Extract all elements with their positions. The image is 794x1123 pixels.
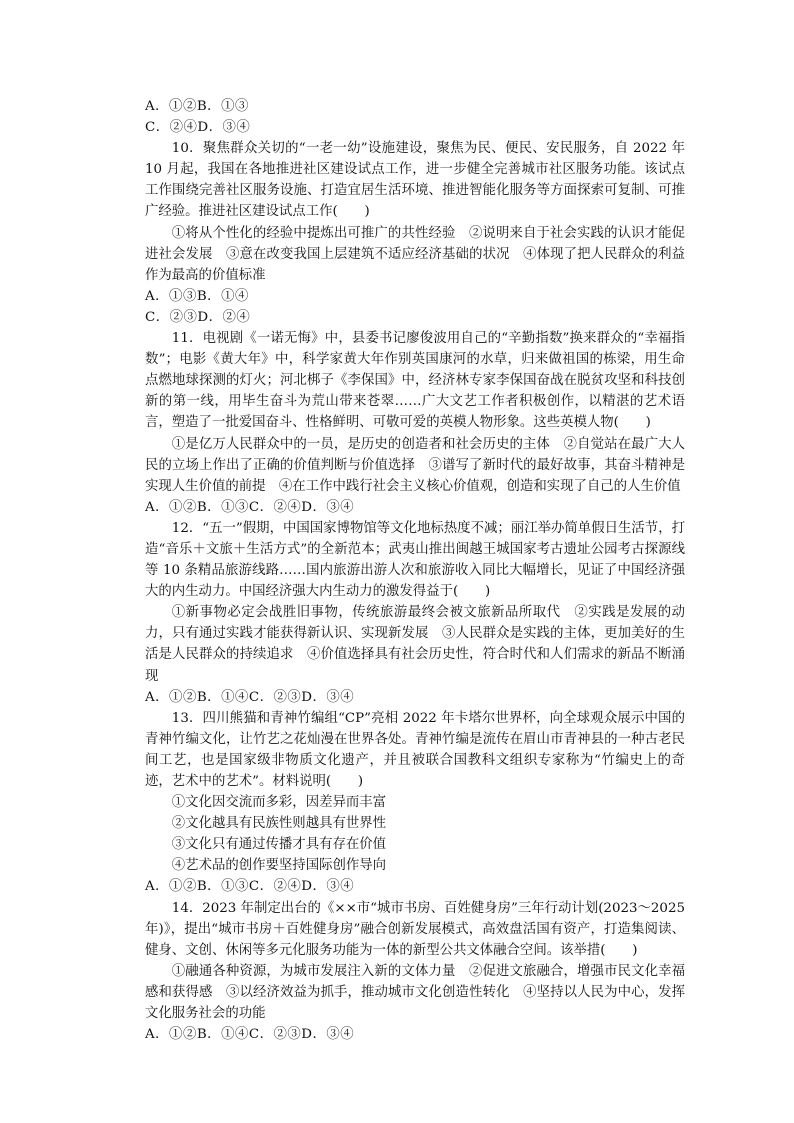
- question-13-statement-2: ②文化越具有民族性则越具有世界性: [171, 816, 387, 832]
- question-10-choices-ab: A．①③B．①④: [145, 288, 249, 304]
- question-13-statement-1: ①文化因交流而多彩，因差异而丰富: [171, 795, 387, 811]
- question-12-stem: 12．“五一”假期，中国国家博物馆等文化地标热度不减；丽江举办简单假日生活节，打造“音乐＋文旅＋生活方式”的全新范本；武夷山推出闽越王城国家考古遗址公园考古探源线等 10 条精品旅游线路……国内旅游出游人次和旅游收入同比大幅增长，见证了中国经济强大的内生动力。中国经济强大内生动力的激发得益于( ): [145, 520, 685, 600]
- question-14-statements: ①融通各种资源，为城市发展注入新的文体力量 ②促进文旅融合，增强市民文化幸福感和获得感 ③以经济效益为抓手，推动城市文化创造性转化 ④坚持以人民为中心，发挥文化服务社会的功能: [145, 963, 685, 1022]
- question-12-statements: ①新事物必定会战胜旧事物，传统旅游最终会被文旅新品所取代 ②实践是发展的动力，只有通过实践才能获得新认识、实现新发展 ③人民群众是实践的主体，更加美好的生活是人民群众的持续追求 ④价值选择具有社会历史性，符合时代和人们需求的新品不断涌现: [145, 605, 685, 684]
- question-11-statements: ①是亿万人民群众中的一员，是历史的创造者和社会历史的主体 ②自觉站在最广大人民的立场上作出了正确的价值判断与价值选择 ③谱写了新时代的最好故事，其奋斗精神是实现人生价值的前提 ④在工作中践行社会主义核心价值观，创造和实现了自己的人生价值: [145, 436, 685, 494]
- question-10-statements: ①将从个性化的经验中提炼出可推广的共性经验 ②说明来自于社会实践的认识才能促进社会发展 ③意在改变我国上层建筑不适应经济基础的状况 ④体现了把人民群众的利益作为最高的价值标准: [145, 225, 685, 283]
- question-13-statement-3: ③文化只有通过传播才具有存在价值: [171, 837, 387, 853]
- question-13-stem: 13．四川熊猫和青神竹编组“CP”亮相 2022 年卡塔尔世界杯，向全球观众展示中国的青神竹编文化，让竹艺之花灿漫在世界各处。青神竹编是流传在眉山市青神县的一种古老民间工艺，也是国家级非物质文化遗产，并且被联合国教科文组织专家称为“竹编史上的奇迹，艺术中的艺术”。材料说明( ): [145, 710, 685, 789]
- question-14-stem: 14．2023 年制定出台的《××市“城市书房、百姓健身房”三年行动计划(2023～2025年)》，提出“城市书房＋百姓健身房”融合创新发展模式，高效盘活国有资产，打造集阅读、健身、文创、休闲等多元化服务功能为一体的新型公共文体融合空间。该举措( ): [145, 900, 685, 958]
- question-13-statement-4: ④艺术品的创作要坚持国际创作导向: [171, 858, 387, 874]
- question-10-stem: 10．聚焦群众关切的“一老一幼”设施建设，聚焦为民、便民、安民服务，自 2022 年 10 月起，我国在各地推进社区建设试点工作，进一步健全完善城市社区服务功能。该试点工作围绕完善社区服务设施、打造宜居生活环境、推进智能化服务等方面探索可复制、可推广经验。推进社区建设试点工作( ): [145, 141, 685, 220]
- question-12-choices: A．①②B．①④C．②③D．③④: [145, 689, 355, 705]
- question-13-choices: A．①②B．①③C．②④D．③④: [145, 879, 355, 895]
- question-10-choices-cd: C．②③D．②④: [145, 309, 251, 325]
- question-11-stem: 11．电视剧《一诺无悔》中，县委书记廖俊波用自己的“辛勤指数”换来群众的“幸福指数”；电影《黄大年》中，科学家黄大年作别英国康河的水草，归来做祖国的栋梁，用生命点燃地球探测的灯火；河北梆子《李保国》中，经济林专家李保国奋战在脱贫攻坚和科技创新的第一线，用毕生奋斗为荒山带来苍翠……广大文艺工作者积极创作，以精湛的艺术语言，塑造了一批爱国奋斗、性格鲜明、可敬可爱的英模人物形象。这些英模人物( ): [145, 331, 685, 431]
- q9-choices-ab: A．①②B．①③: [145, 99, 249, 114]
- question-14-choices: A．①②B．①④C．②③D．③④: [145, 1027, 355, 1043]
- question-11-choices: A．①②B．①③C．②④D．③④: [145, 499, 355, 515]
- q9-choices-cd: C．②④D．③④: [145, 120, 251, 136]
- question-content: [145, 96, 685, 1045]
